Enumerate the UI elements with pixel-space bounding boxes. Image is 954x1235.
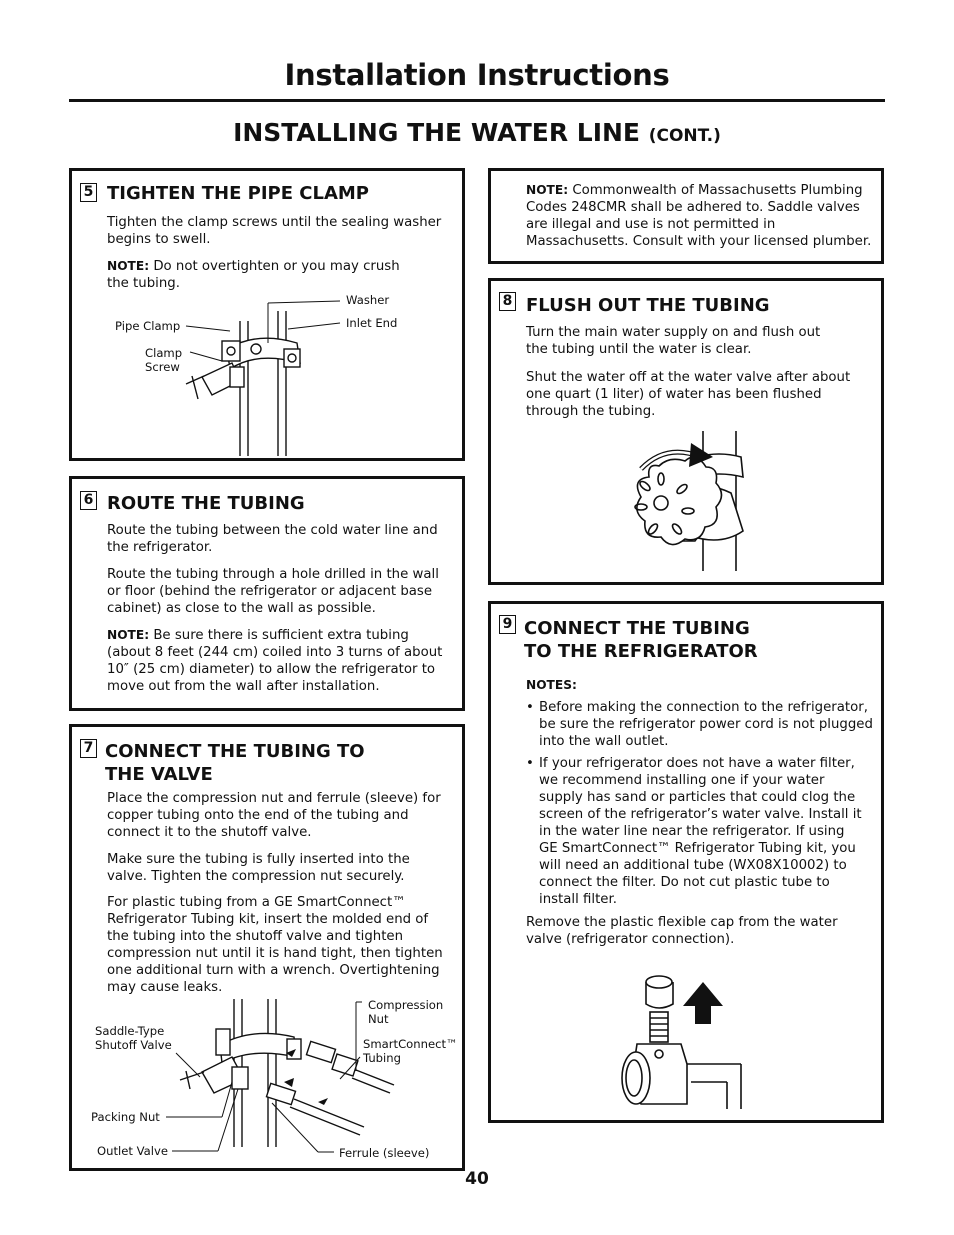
label-inlet-end: Inlet End	[346, 316, 398, 330]
label-smartconnect-1: SmartConnect™	[363, 1037, 458, 1051]
step-6-note-label: NOTE:	[107, 628, 150, 642]
step-9-bullet-2-text: If your refrigerator does not have a water filter, we recommend installing one if your water supply has sand or particles that could clog the screen of the refrigerator’s water valve. Install it in the water line near the refrigerator. If using GE SmartConnect™ Refrigerator Tubing kit, you will need an additional tube (WX08X10002) to connect the filter. Do not cut plastic tube to install filter.	[539, 756, 862, 907]
step-7-paragraph-3: For plastic tubing from a GE SmartConnect™ Refrigerator Tubing kit, insert the molded end of the tubing into the shutoff valve and tighten compression nut until it is hand tight, then tighten one additional turn with a wrench. Overtightening may cause leaks.	[107, 895, 443, 995]
step-6-panel	[69, 476, 465, 711]
step-5-note-label: NOTE:	[107, 259, 150, 273]
bullet-dot: •	[526, 700, 534, 715]
step-6-note-text: Be sure there is sufficient extra tubing (about 8 feet (244 cm) coiled into 3 turns of about 10″ (25 cm) diameter) to allow the refrigerator to move out from the wall after installation.	[107, 628, 443, 694]
step-8-panel	[488, 278, 884, 585]
label-pipe-clamp: Pipe Clamp	[115, 319, 181, 333]
step-5-panel	[69, 168, 465, 461]
step-7-paragraph-1: Place the compression nut and ferrule (sleeve) for copper tubing onto the end of the tubing and connect it to the shutoff valve.	[107, 791, 441, 840]
pipe-clamp-illustration	[72, 171, 468, 464]
label-compression-nut-2: Nut	[368, 1012, 389, 1026]
step-8-number: 8	[499, 292, 516, 311]
step-9-panel	[488, 601, 884, 1123]
massachusetts-note-panel	[488, 168, 884, 264]
label-washer: Washer	[346, 293, 390, 307]
step-7-panel	[69, 724, 465, 1171]
section-title	[0, 118, 954, 147]
step-9-heading-line-1: CONNECT THE TUBING	[524, 618, 750, 639]
step-7-number: 7	[80, 739, 97, 758]
section-title-suffix: (CONT.)	[648, 126, 721, 146]
step-9-bullet-1-text: Before making the connection to the refrigerator, be sure the refrigerator power cord is not plugged into the wall outlet.	[539, 700, 873, 749]
page-number: 40	[465, 1169, 489, 1189]
label-outlet-valve: Outlet Valve	[97, 1144, 168, 1158]
step-5-heading: TIGHTEN THE PIPE CLAMP	[107, 183, 369, 204]
label-saddle-valve-1: Saddle-Type	[95, 1024, 165, 1038]
label-compression-nut-1: Compression	[368, 998, 444, 1012]
section-title-text: INSTALLING THE WATER LINE	[233, 118, 641, 147]
page-title: Installation Instructions	[284, 58, 670, 92]
label-clamp-screw: Clamp Screw	[145, 346, 183, 374]
step-6-paragraph-2: Route the tubing through a hole drilled in the wall or floor (behind the refrigerator or adjacent base cabinet) as close to the wall as possible.	[107, 567, 439, 616]
step-9-number: 9	[499, 615, 516, 634]
step-5-number: 5	[80, 183, 97, 202]
shutoff-valve-illustration	[72, 727, 468, 1174]
step-8-paragraph-2: Shut the water off at the water valve after about one quart (1 liter) of water has been flushed through the tubing.	[526, 370, 851, 419]
massachusetts-note-text: Commonwealth of Massachusetts Plumbing Codes 248CMR shall be adhered to. Saddle valves are illegal and use is not permitted in Massachusetts. Consult with your licensed plumber.	[526, 183, 872, 249]
title-divider	[69, 99, 885, 102]
step-6-heading: ROUTE THE TUBING	[107, 493, 305, 514]
step-5-note-text: Do not overtighten or you may crush the tubing.	[107, 259, 400, 291]
step-7-paragraph-2: Make sure the tubing is fully inserted into the valve. Tighten the compression nut securely.	[107, 852, 410, 884]
step-9-heading-line-2: TO THE REFRIGERATOR	[524, 641, 758, 662]
step-6-paragraph-1: Route the tubing between the cold water line and the refrigerator.	[107, 523, 438, 555]
label-smartconnect-2: Tubing	[363, 1051, 401, 1065]
step-8-paragraph-1: Turn the main water supply on and flush out the tubing until the water is clear.	[526, 325, 821, 357]
massachusetts-note-label: NOTE:	[526, 183, 569, 197]
massachusetts-note	[526, 182, 876, 250]
step-7-heading-line-2: THE VALVE	[105, 764, 213, 785]
label-ferrule: Ferrule (sleeve)	[339, 1146, 430, 1160]
water-valve-illustration	[491, 281, 887, 588]
step-5-paragraph: Tighten the clamp screws until the sealing washer begins to swell.	[107, 215, 442, 247]
bullet-dot: •	[526, 756, 534, 771]
step-6-note	[107, 627, 452, 695]
label-saddle-valve-2: Shutoff Valve	[95, 1038, 172, 1052]
refrigerator-valve-illustration	[491, 604, 887, 1126]
step-8-heading: FLUSH OUT THE TUBING	[526, 295, 770, 316]
step-7-heading-line-1: CONNECT THE TUBING TO	[105, 741, 365, 762]
step-9-paragraph: Remove the plastic flexible cap from the water valve (refrigerator connection).	[526, 915, 838, 947]
step-9-notes-label-text: NOTES:	[526, 678, 577, 692]
step-6-number: 6	[80, 491, 97, 510]
label-packing-nut: Packing Nut	[91, 1110, 160, 1124]
